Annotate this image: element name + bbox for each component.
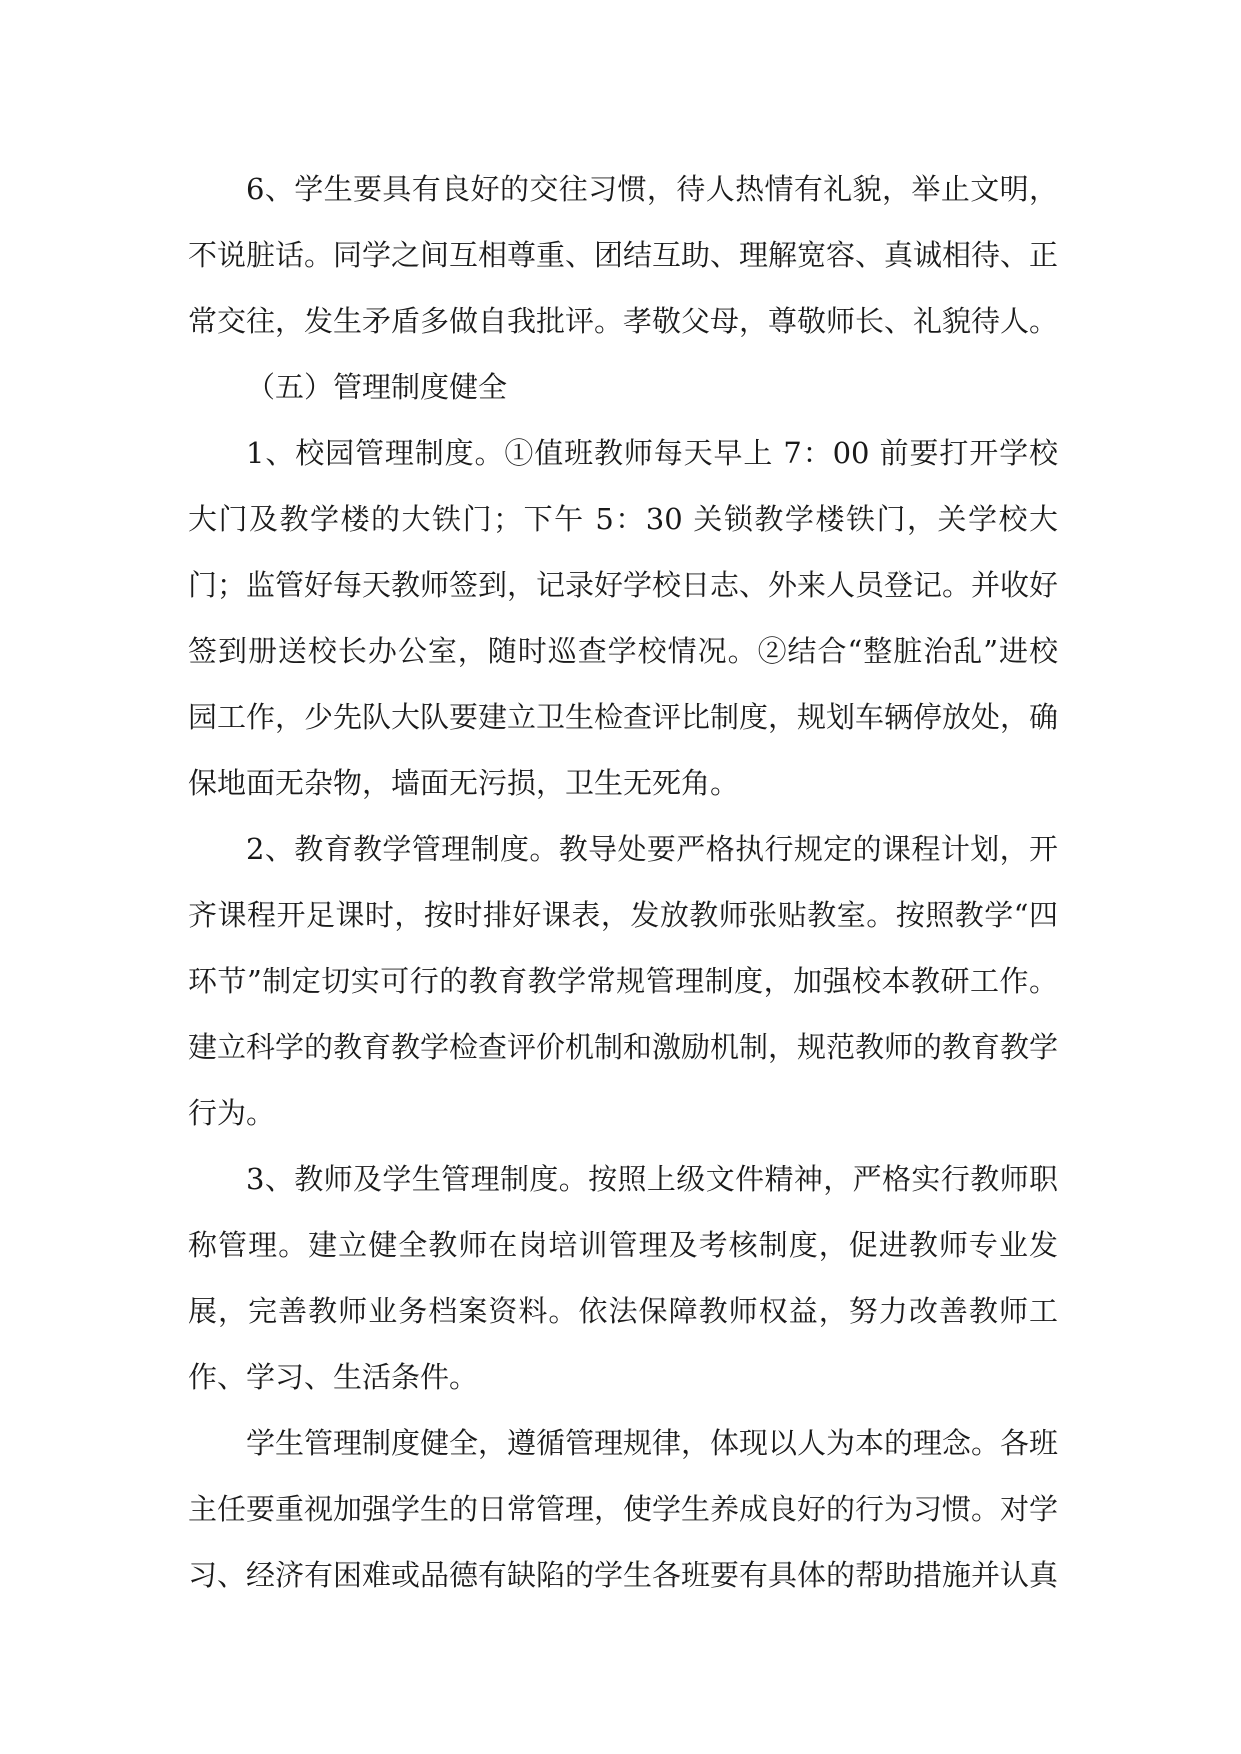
paragraph-item-6: 6、学生要具有良好的交往习惯，待人热情有礼貌，举止文明，不说脏话。同学之间互相尊重、团结互助、理解宽容、真诚相待、正常交往，发生矛盾多做自我批评。孝敬父母，尊敬师长、礼貌待人。 bbox=[188, 172, 1059, 338]
document-body bbox=[188, 156, 1058, 1608]
paragraph-student-management: 学生管理制度健全，遵循管理规律，体现以人为本的理念。各班主任要重视加强学生的日常管理，使学生养成良好的行为习惯。对学习、经济有困难或品德有缺陷的学生各班要有具体的帮助措施并认真 bbox=[188, 1426, 1059, 1592]
paragraph-teacher-student-management: 3、教师及学生管理制度。按照上级文件精神，严格实行教师职称管理。建立健全教师在岗培训管理及考核制度，促进教师专业发展，完善教师业务档案资料。依法保障教师权益，努力改善教师工作、学习、生活条件。 bbox=[188, 1162, 1058, 1394]
section-heading: （五）管理制度健全 bbox=[246, 370, 508, 404]
paragraph-campus-management: 1、校园管理制度。①值班教师每天早上 7：00 前要打开学校大门及教学楼的大铁门；下午 5：30 关锁教学楼铁门，关学校大门；监管好每天教师签到，记录好学校日志、外来人员登记。并收好签到册送校长办公室，随时巡查学校情况。②结合“整脏治乱”进校园工作，少先队大队要建立卫生检查评比制度，规划车辆停放处，确保地面无杂物，墙面无污损，卫生无死角。 bbox=[188, 436, 1059, 800]
paragraph-teaching-management: 2、教育教学管理制度。教导处要严格执行规定的课程计划，开齐课程开足课时，按时排好课表，发放教师张贴教室。按照教学“四环节”制定切实可行的教育教学常规管理制度，加强校本教研工作。建立科学的教育教学检查评价机制和激励机制，规范教师的教育教学行为。 bbox=[188, 832, 1059, 1130]
